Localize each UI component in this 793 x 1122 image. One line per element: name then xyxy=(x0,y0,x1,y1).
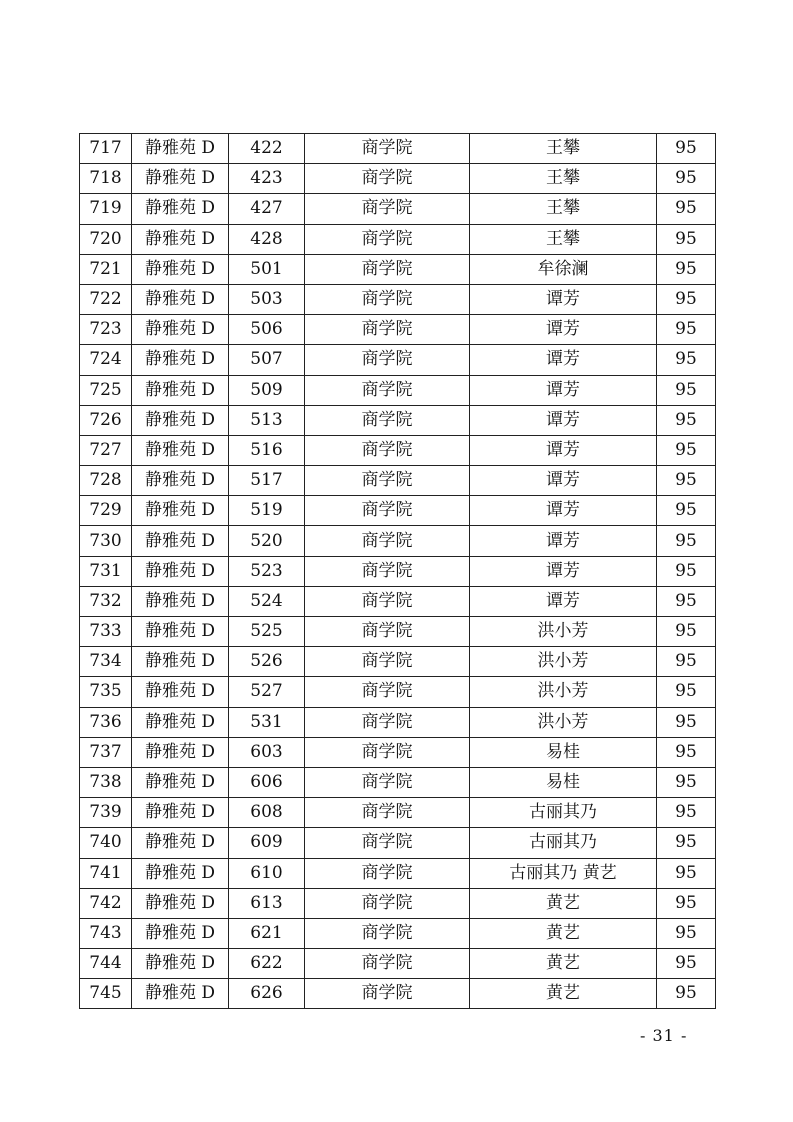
score-cell: 95 xyxy=(657,224,716,254)
room-cell: 519 xyxy=(229,496,305,526)
building-cell: 静雅苑 D xyxy=(132,466,229,496)
person-cell: 谭芳 xyxy=(470,496,657,526)
table-body xyxy=(80,134,716,1009)
building-cell: 静雅苑 D xyxy=(132,647,229,677)
score-cell: 95 xyxy=(657,134,716,164)
person-cell: 易桂 xyxy=(470,767,657,797)
room-cell: 517 xyxy=(229,466,305,496)
person-cell: 王攀 xyxy=(470,224,657,254)
table-row xyxy=(80,647,716,677)
table-row xyxy=(80,918,716,948)
row-number-cell: 726 xyxy=(80,405,132,435)
building-cell: 静雅苑 D xyxy=(132,435,229,465)
table-row xyxy=(80,617,716,647)
building-cell: 静雅苑 D xyxy=(132,828,229,858)
row-number-cell: 745 xyxy=(80,979,132,1009)
row-number-cell: 717 xyxy=(80,134,132,164)
building-cell: 静雅苑 D xyxy=(132,858,229,888)
score-cell: 95 xyxy=(657,647,716,677)
score-cell: 95 xyxy=(657,979,716,1009)
room-cell: 525 xyxy=(229,617,305,647)
table-row xyxy=(80,134,716,164)
room-cell: 423 xyxy=(229,164,305,194)
person-cell: 洪小芳 xyxy=(470,647,657,677)
row-number-cell: 732 xyxy=(80,586,132,616)
college-cell: 商学院 xyxy=(305,315,470,345)
row-number-cell: 743 xyxy=(80,918,132,948)
table-row xyxy=(80,345,716,375)
row-number-cell: 733 xyxy=(80,617,132,647)
table-row xyxy=(80,949,716,979)
room-cell: 622 xyxy=(229,949,305,979)
row-number-cell: 719 xyxy=(80,194,132,224)
score-cell: 95 xyxy=(657,918,716,948)
room-cell: 610 xyxy=(229,858,305,888)
college-cell: 商学院 xyxy=(305,647,470,677)
building-cell: 静雅苑 D xyxy=(132,677,229,707)
row-number-cell: 725 xyxy=(80,375,132,405)
building-cell: 静雅苑 D xyxy=(132,254,229,284)
row-number-cell: 720 xyxy=(80,224,132,254)
building-cell: 静雅苑 D xyxy=(132,979,229,1009)
building-cell: 静雅苑 D xyxy=(132,375,229,405)
room-cell: 621 xyxy=(229,918,305,948)
person-cell: 谭芳 xyxy=(470,405,657,435)
college-cell: 商学院 xyxy=(305,134,470,164)
college-cell: 商学院 xyxy=(305,677,470,707)
row-number-cell: 722 xyxy=(80,284,132,314)
table-row xyxy=(80,284,716,314)
table-row xyxy=(80,375,716,405)
building-cell: 静雅苑 D xyxy=(132,707,229,737)
score-cell: 95 xyxy=(657,888,716,918)
person-cell: 牟徐澜 xyxy=(470,254,657,284)
row-number-cell: 731 xyxy=(80,556,132,586)
score-cell: 95 xyxy=(657,617,716,647)
room-cell: 531 xyxy=(229,707,305,737)
room-cell: 507 xyxy=(229,345,305,375)
room-cell: 603 xyxy=(229,737,305,767)
college-cell: 商学院 xyxy=(305,888,470,918)
row-number-cell: 741 xyxy=(80,858,132,888)
person-cell: 谭芳 xyxy=(470,556,657,586)
person-cell: 黄艺 xyxy=(470,918,657,948)
table-row xyxy=(80,556,716,586)
score-cell: 95 xyxy=(657,164,716,194)
college-cell: 商学院 xyxy=(305,767,470,797)
building-cell: 静雅苑 D xyxy=(132,918,229,948)
score-cell: 95 xyxy=(657,254,716,284)
room-cell: 608 xyxy=(229,798,305,828)
score-cell: 95 xyxy=(657,526,716,556)
college-cell: 商学院 xyxy=(305,918,470,948)
row-number-cell: 742 xyxy=(80,888,132,918)
building-cell: 静雅苑 D xyxy=(132,496,229,526)
table-row xyxy=(80,979,716,1009)
room-cell: 524 xyxy=(229,586,305,616)
building-cell: 静雅苑 D xyxy=(132,617,229,647)
college-cell: 商学院 xyxy=(305,435,470,465)
college-cell: 商学院 xyxy=(305,737,470,767)
score-cell: 95 xyxy=(657,677,716,707)
row-number-cell: 744 xyxy=(80,949,132,979)
score-cell: 95 xyxy=(657,435,716,465)
score-cell: 95 xyxy=(657,707,716,737)
college-cell: 商学院 xyxy=(305,979,470,1009)
person-cell: 洪小芳 xyxy=(470,707,657,737)
person-cell: 黄艺 xyxy=(470,949,657,979)
row-number-cell: 724 xyxy=(80,345,132,375)
college-cell: 商学院 xyxy=(305,375,470,405)
person-cell: 古丽其乃 xyxy=(470,798,657,828)
college-cell: 商学院 xyxy=(305,405,470,435)
table-row xyxy=(80,405,716,435)
person-cell: 谭芳 xyxy=(470,435,657,465)
score-cell: 95 xyxy=(657,345,716,375)
college-cell: 商学院 xyxy=(305,556,470,586)
table-row xyxy=(80,254,716,284)
page-number: - 31 - xyxy=(640,1026,688,1045)
score-cell: 95 xyxy=(657,496,716,526)
row-number-cell: 738 xyxy=(80,767,132,797)
building-cell: 静雅苑 D xyxy=(132,315,229,345)
person-cell: 古丽其乃 黄艺 xyxy=(470,858,657,888)
college-cell: 商学院 xyxy=(305,798,470,828)
score-cell: 95 xyxy=(657,466,716,496)
room-cell: 516 xyxy=(229,435,305,465)
person-cell: 古丽其乃 xyxy=(470,828,657,858)
person-cell: 谭芳 xyxy=(470,284,657,314)
room-cell: 513 xyxy=(229,405,305,435)
room-cell: 526 xyxy=(229,647,305,677)
college-cell: 商学院 xyxy=(305,254,470,284)
table-row xyxy=(80,707,716,737)
building-cell: 静雅苑 D xyxy=(132,134,229,164)
building-cell: 静雅苑 D xyxy=(132,345,229,375)
score-cell: 95 xyxy=(657,405,716,435)
row-number-cell: 723 xyxy=(80,315,132,345)
row-number-cell: 736 xyxy=(80,707,132,737)
person-cell: 黄艺 xyxy=(470,979,657,1009)
person-cell: 王攀 xyxy=(470,134,657,164)
building-cell: 静雅苑 D xyxy=(132,526,229,556)
table-row xyxy=(80,858,716,888)
building-cell: 静雅苑 D xyxy=(132,586,229,616)
person-cell: 谭芳 xyxy=(470,586,657,616)
table-row xyxy=(80,435,716,465)
row-number-cell: 739 xyxy=(80,798,132,828)
row-number-cell: 734 xyxy=(80,647,132,677)
row-number-cell: 737 xyxy=(80,737,132,767)
table-row xyxy=(80,586,716,616)
building-cell: 静雅苑 D xyxy=(132,888,229,918)
college-cell: 商学院 xyxy=(305,164,470,194)
college-cell: 商学院 xyxy=(305,194,470,224)
score-cell: 95 xyxy=(657,949,716,979)
person-cell: 洪小芳 xyxy=(470,617,657,647)
college-cell: 商学院 xyxy=(305,526,470,556)
room-cell: 422 xyxy=(229,134,305,164)
row-number-cell: 718 xyxy=(80,164,132,194)
table-row xyxy=(80,315,716,345)
person-cell: 谭芳 xyxy=(470,375,657,405)
table-row xyxy=(80,677,716,707)
room-cell: 501 xyxy=(229,254,305,284)
table-row xyxy=(80,828,716,858)
score-cell: 95 xyxy=(657,194,716,224)
room-cell: 503 xyxy=(229,284,305,314)
room-cell: 506 xyxy=(229,315,305,345)
room-cell: 527 xyxy=(229,677,305,707)
college-cell: 商学院 xyxy=(305,345,470,375)
room-cell: 427 xyxy=(229,194,305,224)
person-cell: 王攀 xyxy=(470,194,657,224)
college-cell: 商学院 xyxy=(305,617,470,647)
room-cell: 609 xyxy=(229,828,305,858)
score-cell: 95 xyxy=(657,284,716,314)
row-number-cell: 735 xyxy=(80,677,132,707)
college-cell: 商学院 xyxy=(305,466,470,496)
person-cell: 王攀 xyxy=(470,164,657,194)
table-row xyxy=(80,798,716,828)
college-cell: 商学院 xyxy=(305,707,470,737)
building-cell: 静雅苑 D xyxy=(132,194,229,224)
person-cell: 谭芳 xyxy=(470,315,657,345)
building-cell: 静雅苑 D xyxy=(132,556,229,586)
room-cell: 626 xyxy=(229,979,305,1009)
college-cell: 商学院 xyxy=(305,828,470,858)
row-number-cell: 740 xyxy=(80,828,132,858)
room-cell: 428 xyxy=(229,224,305,254)
person-cell: 谭芳 xyxy=(470,466,657,496)
score-cell: 95 xyxy=(657,767,716,797)
score-cell: 95 xyxy=(657,858,716,888)
row-number-cell: 730 xyxy=(80,526,132,556)
room-cell: 606 xyxy=(229,767,305,797)
person-cell: 洪小芳 xyxy=(470,677,657,707)
person-cell: 易桂 xyxy=(470,737,657,767)
row-number-cell: 729 xyxy=(80,496,132,526)
building-cell: 静雅苑 D xyxy=(132,164,229,194)
table-row xyxy=(80,888,716,918)
building-cell: 静雅苑 D xyxy=(132,405,229,435)
score-cell: 95 xyxy=(657,798,716,828)
table-row xyxy=(80,526,716,556)
table-row xyxy=(80,194,716,224)
building-cell: 静雅苑 D xyxy=(132,737,229,767)
room-cell: 509 xyxy=(229,375,305,405)
table-row xyxy=(80,496,716,526)
row-number-cell: 728 xyxy=(80,466,132,496)
score-cell: 95 xyxy=(657,556,716,586)
building-cell: 静雅苑 D xyxy=(132,284,229,314)
dormitory-score-table xyxy=(79,133,716,1009)
room-cell: 523 xyxy=(229,556,305,586)
room-cell: 613 xyxy=(229,888,305,918)
college-cell: 商学院 xyxy=(305,586,470,616)
college-cell: 商学院 xyxy=(305,949,470,979)
score-cell: 95 xyxy=(657,737,716,767)
college-cell: 商学院 xyxy=(305,284,470,314)
person-cell: 谭芳 xyxy=(470,526,657,556)
building-cell: 静雅苑 D xyxy=(132,224,229,254)
table-row xyxy=(80,466,716,496)
college-cell: 商学院 xyxy=(305,496,470,526)
row-number-cell: 727 xyxy=(80,435,132,465)
table-row xyxy=(80,767,716,797)
score-cell: 95 xyxy=(657,375,716,405)
table-row xyxy=(80,737,716,767)
college-cell: 商学院 xyxy=(305,858,470,888)
row-number-cell: 721 xyxy=(80,254,132,284)
table-row xyxy=(80,164,716,194)
score-cell: 95 xyxy=(657,828,716,858)
person-cell: 黄艺 xyxy=(470,888,657,918)
score-cell: 95 xyxy=(657,315,716,345)
person-cell: 谭芳 xyxy=(470,345,657,375)
score-cell: 95 xyxy=(657,586,716,616)
table-row xyxy=(80,224,716,254)
building-cell: 静雅苑 D xyxy=(132,798,229,828)
building-cell: 静雅苑 D xyxy=(132,767,229,797)
room-cell: 520 xyxy=(229,526,305,556)
building-cell: 静雅苑 D xyxy=(132,949,229,979)
college-cell: 商学院 xyxy=(305,224,470,254)
